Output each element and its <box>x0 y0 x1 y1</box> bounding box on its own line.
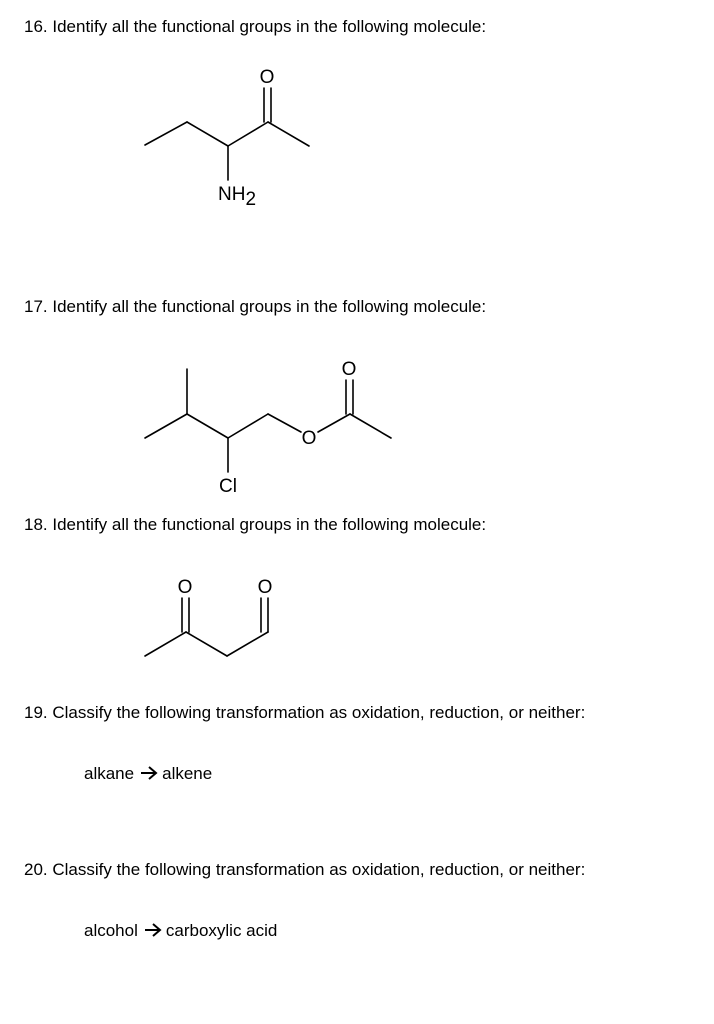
reactant-label: alkane <box>84 764 135 783</box>
molecule-17-bonds <box>145 369 391 472</box>
molecule-16-bonds <box>145 88 309 180</box>
carbonyl-oxygen-label: O <box>341 359 357 380</box>
bond <box>186 632 227 656</box>
bond <box>228 122 268 146</box>
molecule-17-structure <box>130 350 410 500</box>
bond <box>228 414 268 438</box>
question-20-text: 20. Classify the following transformation as oxidation, reduction, or neither: <box>24 860 586 879</box>
question-16-text: 16. Identify all the functional groups in the following molecule: <box>24 17 487 36</box>
chlorine-label: Cl <box>219 476 237 497</box>
bond <box>145 122 187 145</box>
ketone-oxygen-label: O <box>177 577 193 598</box>
bond <box>187 414 228 438</box>
bond <box>145 632 186 656</box>
molecule-16-structure <box>130 60 330 220</box>
amine-label: NH2 <box>218 184 257 210</box>
product-label: carboxylic acid <box>165 921 278 940</box>
bond <box>318 414 350 432</box>
bond <box>187 122 228 146</box>
bond <box>145 414 187 438</box>
transformation-19 <box>84 764 212 785</box>
molecule-18-structure <box>130 565 310 675</box>
bond <box>268 122 309 146</box>
aldehyde-oxygen-label: O <box>257 577 273 598</box>
molecule-18-bonds <box>145 598 268 656</box>
bond <box>227 632 268 656</box>
ester-oxygen-label: O <box>301 428 317 449</box>
transformation-20 <box>84 921 277 942</box>
right-arrow-icon <box>144 922 162 942</box>
right-arrow-icon <box>140 765 158 785</box>
reactant-label: alcohol <box>84 921 138 940</box>
bond <box>268 414 301 432</box>
question-17-text: 17. Identify all the functional groups in the following molecule: <box>24 297 487 316</box>
question-19-text: 19. Classify the following transformation as oxidation, reduction, or neither: <box>24 703 586 722</box>
bond <box>350 414 391 438</box>
question-18-text: 18. Identify all the functional groups in the following molecule: <box>24 515 487 534</box>
product-label: alkene <box>162 764 213 783</box>
oxygen-label: O <box>259 67 275 88</box>
